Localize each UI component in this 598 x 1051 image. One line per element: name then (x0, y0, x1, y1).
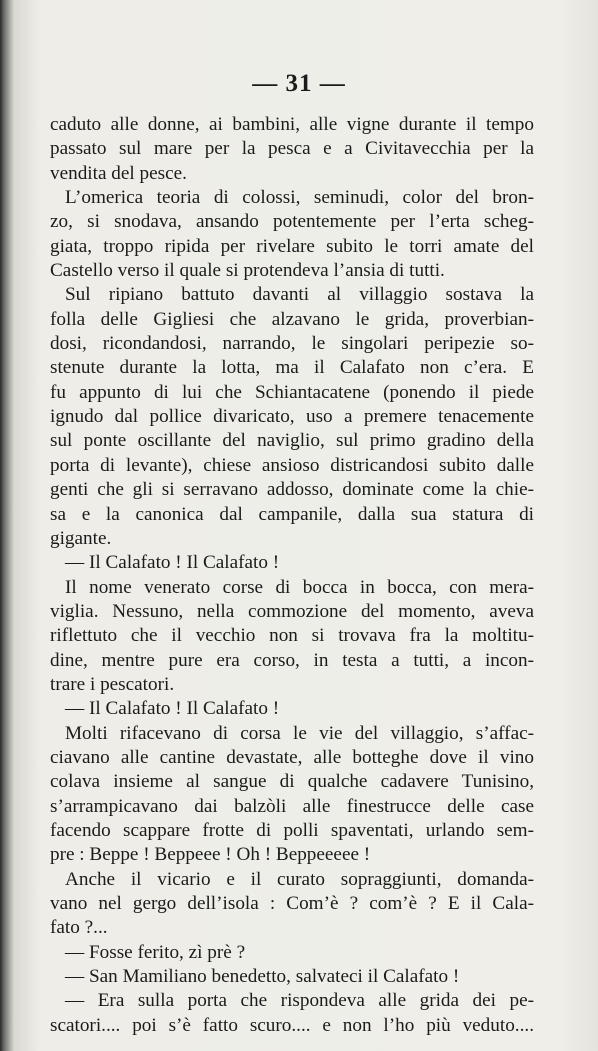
text-line: caduto alle donne, ai bambini, alle vigne durante il tempo (50, 114, 534, 135)
body-text (50, 113, 534, 1038)
text-line: — San Mamiliano benedetto, salvateci il Calafato ! (65, 966, 460, 988)
text-line: vano nel gergo dell’isola : Com’è ? com’è ? E il Cala- (50, 893, 534, 914)
text-line: colava insieme al sangue di qualche cadavere Tunisino, (50, 771, 534, 793)
text-line: trare i pescatori. (50, 673, 175, 695)
text-line: passato sul mare per la pesca e a Civitavecchia per la (50, 138, 534, 160)
text-line: — Il Calafato ! Il Calafato ! (65, 698, 280, 720)
text-line: dine, mentre pure era corso, in testa a tutti, a incon- (50, 649, 534, 671)
text-line: Castello verso il quale si protendeva l’ansia di tutti. (50, 260, 445, 282)
text-line: sa e la canonica dal campanile, dalla sua statura di (50, 503, 534, 525)
text-line: dosi, ricondandosi, narrando, le singolari peripezie so- (50, 333, 534, 355)
text-line: zo, si snodava, ansando potentemente per l’erta scheg- (50, 211, 534, 233)
text-line: pre : Beppe ! Beppeee ! Oh ! Beppeeeee ! (50, 844, 371, 866)
text-line: porta di levante), chiese ansioso districandosi subito dalle (50, 454, 534, 476)
text-line: fu appunto di lui che Schiantacatene (ponendo il piede (50, 381, 534, 403)
text-line: Il nome venerato corse di bocca in bocca, con mera- (65, 576, 534, 598)
text-line: stenute durante la lotta, ma il Calafato non c’era. E (50, 357, 534, 379)
text-line: L’omerica teoria di colossi, seminudi, color del bron- (65, 187, 534, 209)
text-line: Anche il vicario e il curato sopraggiunti, domanda- (65, 868, 534, 890)
page-number: — 31 — (252, 70, 346, 97)
text-line: Sul ripiano battuto davanti al villaggio sostava la (65, 284, 534, 306)
text-line: gigante. (50, 527, 112, 549)
text-line: folla delle Gigliesi che alzavano le grida, proverbian- (50, 308, 534, 330)
text-line: genti che gli si serravano addosso, dominate come la chie- (50, 479, 534, 501)
text-line: facendo scappare frotte di polli spaventati, urlando sem- (50, 819, 534, 841)
text-line: sul ponte oscillante del naviglio, sul primo gradino della (50, 430, 534, 452)
text-line: riflettuto che il vecchio non si trovava fra la moltitu- (50, 625, 534, 647)
text-line: fato ?... (50, 917, 108, 939)
text-line: giata, troppo ripida per rivelare subito le torri amate del (50, 235, 534, 257)
text-line: Molti rifacevano di corsa le vie del villaggio, s’affac- (65, 722, 534, 744)
text-line: — Era sulla porta che rispondeva alle grida dei pe- (65, 990, 534, 1012)
text-line: ciavano alle cantine devastate, alle botteghe dove il vino (50, 746, 534, 768)
text-line: s’arrampicavano dai balzòli alle finestrucce delle case (50, 795, 534, 817)
text-line: ignudo dal pollice divaricato, uso a premere tenacemente (50, 406, 534, 428)
text-line: — Il Calafato ! Il Calafato ! (65, 552, 280, 574)
text-line: vendita del pesce. (50, 162, 187, 184)
text-line: — Fosse ferito, zì prè ? (65, 941, 246, 963)
text-line: viglia. Nessuno, nella commozione del momento, aveva (50, 600, 534, 622)
text-line: scatori.... poi s’è fatto scuro.... e non l’ho più veduto.... (50, 1014, 534, 1036)
